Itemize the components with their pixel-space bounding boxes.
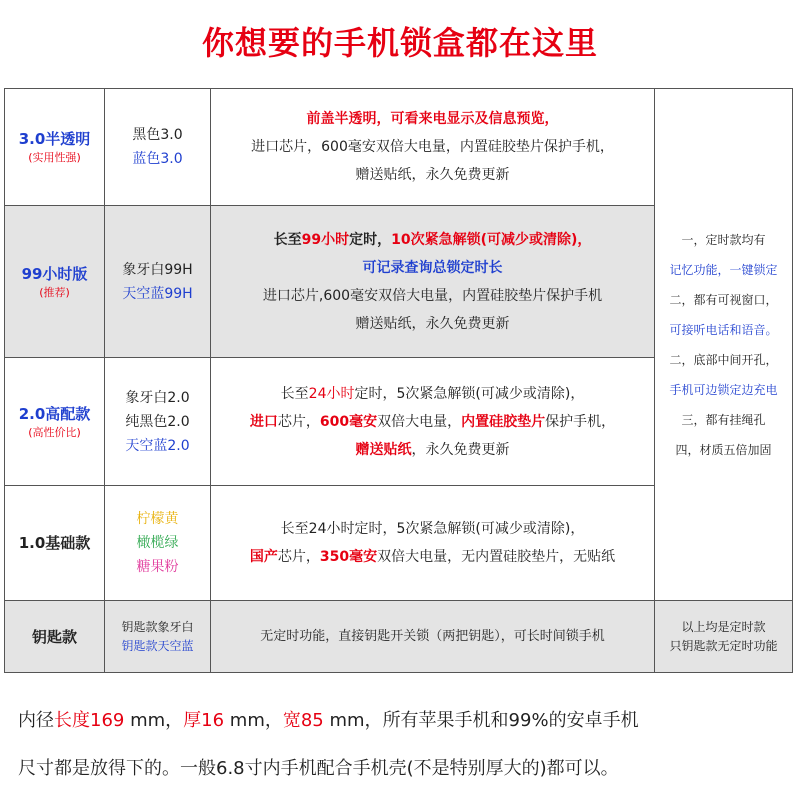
description-text: ，永久免费更新 [411, 441, 510, 458]
model-tag: (高性价比) [28, 425, 81, 439]
description-line [213, 436, 652, 464]
description-text: 进口 [249, 413, 278, 430]
description-text: 赠送贴纸，永久免费更新 [355, 315, 510, 332]
color-option: 糖果粉 [136, 559, 179, 575]
page-title: 你想要的手机锁盒都在这里 [201, 24, 598, 62]
model-name: 钥匙款 [31, 627, 77, 646]
description-line [213, 133, 652, 161]
footer-value: 16 [201, 710, 225, 731]
feature-note: 可接听电话和语音。 [669, 322, 778, 337]
footer-value: 85 [300, 710, 324, 731]
footer-text: 宽 [282, 710, 301, 731]
description-text: 长至 [280, 385, 309, 402]
description-text: 前盖半透明，可看来电显示及信息预览， [306, 111, 559, 127]
description-line [213, 161, 652, 189]
size-info-line-1 [18, 706, 798, 732]
description-text: 定时，5次紧急解锁(可减少或清除)， [354, 385, 585, 402]
model-cell [5, 206, 105, 358]
description-text: 长至 [273, 231, 302, 248]
description-text: 定时， [349, 231, 392, 248]
description-text: 内置硅胶垫片 [461, 413, 546, 430]
model-name: 3.0半透明 [18, 130, 91, 148]
description-line [213, 310, 652, 338]
feature-note: 四，材质五倍加固 [675, 442, 772, 457]
description-line [213, 408, 652, 436]
key-note: 只钥匙款无定时功能 [669, 638, 778, 653]
model-cell [5, 358, 105, 486]
feature-note: 三，都有挂绳孔 [681, 412, 766, 427]
description-text: 350毫安 [319, 549, 378, 565]
description-line [213, 543, 652, 571]
description-text: 进口芯片,600毫安双倍大电量，内置硅胶垫片保护手机 [262, 287, 603, 304]
color-cell [105, 206, 211, 358]
color-cell [105, 486, 211, 601]
description-text: ， [577, 231, 592, 248]
model-cell [5, 486, 105, 601]
color-option: 柠檬黄 [136, 511, 179, 527]
color-option: 钥匙款象牙白 [121, 619, 194, 634]
description-cell [211, 358, 655, 486]
description-text: 双倍大电量， [377, 413, 462, 430]
color-option: 天空蓝2.0 [125, 437, 190, 454]
description-line [213, 515, 652, 543]
model-name: 1.0基础款 [18, 534, 91, 552]
model-cell [5, 89, 105, 206]
description-line [213, 105, 652, 133]
description-text: 国产 [249, 549, 278, 565]
product-table [4, 88, 793, 673]
description-cell [211, 486, 655, 601]
description-text: 芯片， [277, 549, 320, 565]
footer-text: mm， [124, 710, 184, 731]
footer-text: 内径 [18, 710, 54, 731]
color-option: 天空蓝99H [122, 285, 193, 302]
description-text: 无定时功能，直接钥匙开关锁（两把钥匙），可长时间锁手机 [260, 628, 605, 644]
color-option: 象牙白99H [122, 261, 193, 278]
feature-note: 手机可边锁定边充电 [669, 382, 778, 397]
description-cell [211, 601, 655, 673]
description-line [213, 282, 652, 310]
key-note-cell [655, 601, 793, 673]
key-note: 以上均是定时款 [681, 619, 766, 634]
description-text: 可记录查询总锁定时长 [362, 259, 503, 276]
size-info-line-2: 尺寸都是放得下的。一般6.8寸内手机配合手机壳(不是特别厚大的)都可以。 [18, 758, 619, 779]
feature-note: 二，都有可视窗口， [669, 292, 778, 307]
description-line [213, 254, 652, 282]
description-text: 长至24小时定时，5次紧急解锁(可减少或清除)， [280, 521, 585, 537]
model-tag: (实用性强) [28, 151, 81, 164]
feature-note: 一，定时款均有 [681, 232, 766, 247]
footer-value: 169 [90, 710, 125, 731]
feature-note: 二，底部中间开孔， [669, 352, 778, 367]
model-tag: (推荐) [39, 285, 70, 299]
description-text: 24小时 [308, 385, 355, 402]
color-option: 蓝色3.0 [132, 151, 183, 167]
description-text: 赠送贴纸 [355, 441, 412, 458]
color-cell [105, 89, 211, 206]
description-line [213, 623, 652, 651]
table-row [5, 601, 793, 673]
description-cell [211, 89, 655, 206]
model-name: 99小时版 [21, 264, 88, 283]
color-option: 纯黑色2.0 [125, 413, 190, 430]
color-cell [105, 358, 211, 486]
description-text: 99小时 [301, 231, 350, 248]
description-text: 600毫安 [319, 413, 378, 430]
color-option: 钥匙款天空蓝 [121, 638, 194, 653]
description-text: 双倍大电量，无内置硅胶垫片，无贴纸 [377, 549, 616, 565]
color-option: 黑色3.0 [132, 127, 183, 143]
footer-text: 厚 [183, 710, 202, 731]
features-cell [655, 89, 793, 601]
model-name: 2.0高配款 [18, 404, 91, 423]
description-text: 芯片， [277, 413, 320, 430]
footer-text: 长度 [54, 710, 90, 731]
description-line [213, 380, 652, 408]
feature-note: 记忆功能，一键锁定 [669, 262, 778, 277]
color-cell [105, 601, 211, 673]
description-text: 进口芯片，600毫安双倍大电量，内置硅胶垫片保护手机， [251, 139, 614, 155]
footer-text: 所有苹果手机和99%的安卓手机 [382, 710, 639, 731]
model-cell [5, 601, 105, 673]
description-text: 10次紧急解锁(可减少或清除) [391, 231, 578, 248]
color-option: 象牙白2.0 [125, 389, 190, 406]
description-text: 保护手机， [545, 413, 616, 430]
description-line [213, 226, 652, 254]
description-text: 赠送贴纸，永久免费更新 [355, 167, 510, 183]
table-row [5, 89, 793, 206]
footer-text: mm， [323, 710, 383, 731]
footer-text: mm， [224, 710, 283, 731]
description-cell [211, 206, 655, 358]
color-option: 橄榄绿 [136, 535, 179, 551]
